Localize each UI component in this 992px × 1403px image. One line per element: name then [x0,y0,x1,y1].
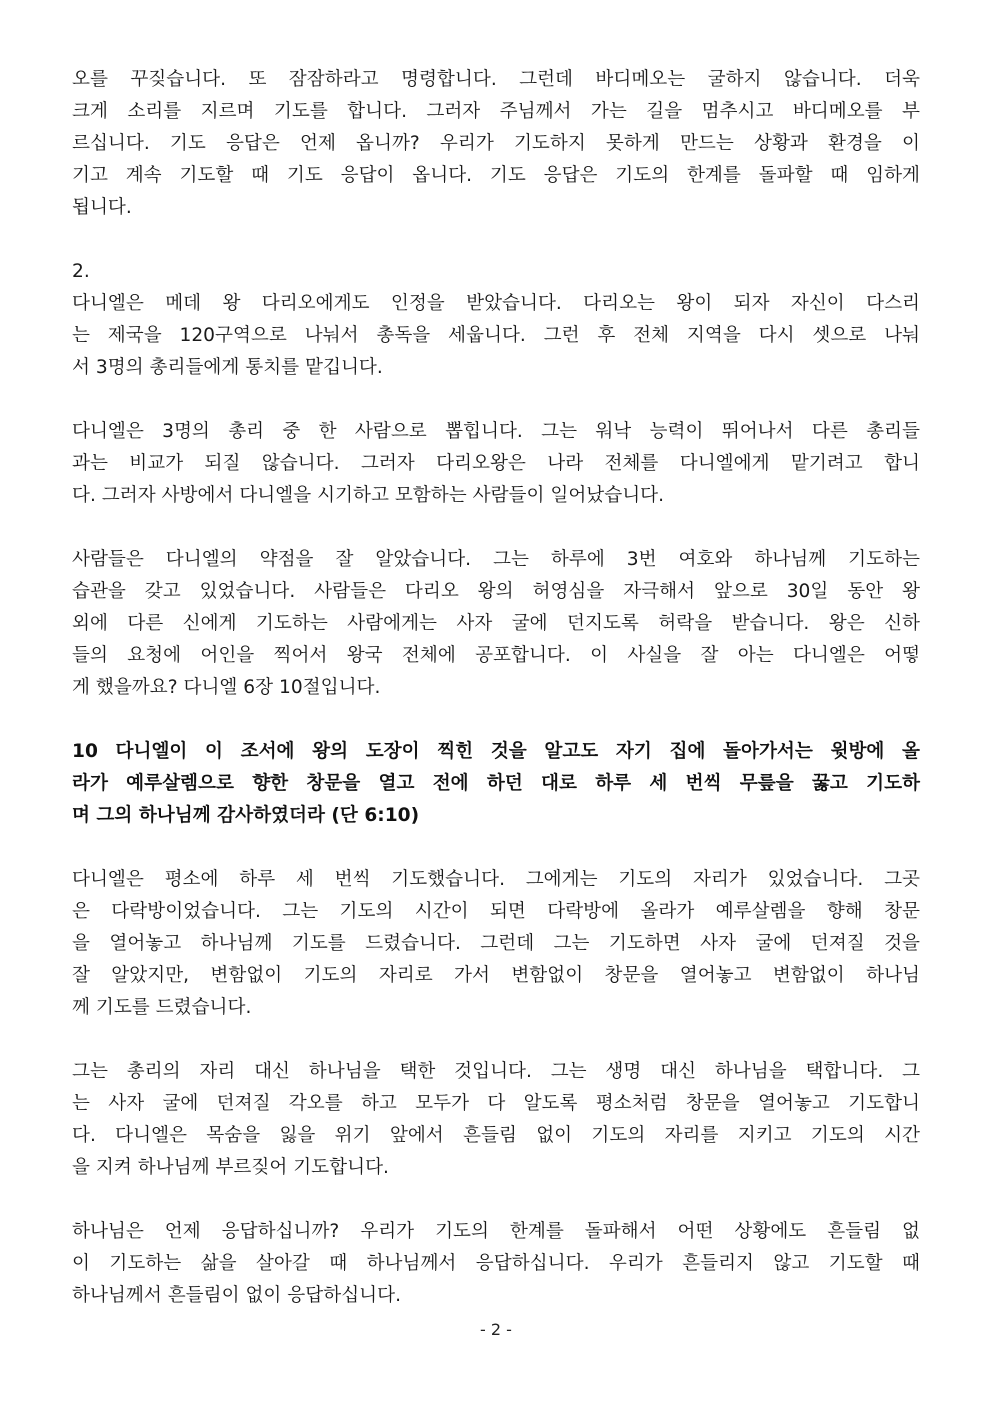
paragraph-gap [72,224,920,256]
text-line: 크게 소리를 지르며 기도를 합니다. 그러자 주님께서 가는 길을 멈추시고 바디메오를 부 [72,101,920,122]
text-line: 서 3명의 총리들에게 통치를 맡깁니다. [72,357,383,378]
paragraph [72,1056,920,1184]
text-line: 르십니다. 기도 응답은 언제 옵니까? 우리가 기도하지 못하게 만드는 상황과 환경을 이 [72,133,920,154]
text-line: 며 그의 하나님께 감사하였더라 (단 6:10) [72,805,420,826]
text-line: 는 제국을 120구역으로 나눠서 총독을 세웁니다. 그런 후 전체 지역을 다시 셋으로 나눠 [72,325,920,346]
text-line: 는 사자 굴에 던져질 각오를 하고 모두가 다 알도록 평소처럼 창문을 열어놓고 기도합니 [72,1093,920,1114]
text-line: 다니엘은 평소에 하루 세 번씩 기도했습니다. 그에게는 기도의 자리가 있었습니다. 그곳 [72,869,920,890]
paragraph-gap [72,1184,920,1216]
paragraph [72,1216,920,1312]
text-line: 다. 그러자 사방에서 다니엘을 시기하고 모함하는 사람들이 일어났습니다. [72,485,665,506]
paragraph-gap [72,512,920,544]
text-line: 그는 총리의 자리 대신 하나님을 택한 것입니다. 그는 생명 대신 하나님을 택합니다. 그 [72,1061,920,1082]
text-line: 2. [72,261,90,282]
text-line: 다니엘은 3명의 총리 중 한 사람으로 뽑힙니다. 그는 워낙 능력이 뛰어나서 다른 총리들 [72,421,920,442]
text-line: 하나님께서 흔들림이 없이 응답하십니다. [72,1285,401,1306]
text-line: 과는 비교가 되질 않습니다. 그러자 다리오왕은 나라 전체를 다니엘에게 맡기려고 합니 [72,453,920,474]
text-line: 하나님은 언제 응답하십니까? 우리가 기도의 한계를 돌파해서 어떤 상황에도 흔들림 없 [72,1221,920,1242]
text-line: 들의 요청에 어인을 찍어서 왕국 전체에 공포합니다. 이 사실을 잘 아는 다니엘은 어떻 [72,645,920,666]
text-line: 습관을 갖고 있었습니다. 사람들은 다리오 왕의 허영심을 자극해서 앞으로 30일 동안 왕 [72,581,920,602]
paragraph-gap [72,832,920,864]
text-line: 기고 계속 기도할 때 기도 응답이 옵니다. 기도 응답은 기도의 한계를 돌파할 때 임하게 [72,165,920,186]
text-line: 게 했을까요? 다니엘 6장 10절입니다. [72,677,381,698]
paragraph-gap [72,384,920,416]
text-line: 을 지켜 하나님께 부르짖어 기도합니다. [72,1157,389,1178]
text-line: 라가 예루살렘으로 향한 창문을 열고 전에 하던 대로 하루 세 번씩 무릎을 꿇고 기도하 [72,773,920,794]
paragraph-gap [72,704,920,736]
text-line: 사람들은 다니엘의 약점을 잘 알았습니다. 그는 하루에 3번 여호와 하나님께 기도하는 [72,549,920,570]
paragraph [72,64,920,224]
text-line: 잘 알았지만, 변함없이 기도의 자리로 가서 변함없이 창문을 열어놓고 변함없이 하나님 [72,965,920,986]
paragraph [72,256,920,384]
paragraph [72,544,920,704]
paragraph-gap [72,1024,920,1056]
text-line: 됩니다. [72,197,132,218]
text-line: 은 다락방이었습니다. 그는 기도의 시간이 되면 다락방에 올라가 예루살렘을 향해 창문 [72,901,920,922]
text-line: 외에 다른 신에게 기도하는 사람에게는 사자 굴에 던지도록 허락을 받습니다. 왕은 신하 [72,613,920,634]
paragraph [72,864,920,1024]
paragraph [72,416,920,512]
scripture-quote [72,736,920,832]
text-line: 다. 다니엘은 목숨을 잃을 위기 앞에서 흔들림 없이 기도의 자리를 지키고 기도의 시간 [72,1125,920,1146]
text-line: 다니엘은 메데 왕 다리오에게도 인정을 받았습니다. 다리오는 왕이 되자 자신이 다스리 [72,293,920,314]
page-number: - 2 - [480,1320,512,1339]
text-line: 께 기도를 드렸습니다. [72,997,252,1018]
text-line: 10 다니엘이 이 조서에 왕의 도장이 찍힌 것을 알고도 자기 집에 돌아가서는 윗방에 올 [72,741,920,762]
text-line: 을 열어놓고 하나님께 기도를 드렸습니다. 그런데 그는 기도하면 사자 굴에 던져질 것을 [72,933,920,954]
text-line: 이 기도하는 삶을 살아갈 때 하나님께서 응답하십니다. 우리가 흔들리지 않고 기도할 때 [72,1253,920,1274]
text-line: 오를 꾸짖습니다. 또 잠잠하라고 명령합니다. 그런데 바디메오는 굴하지 않습니다. 더욱 [72,69,920,90]
document-body [72,64,920,1312]
